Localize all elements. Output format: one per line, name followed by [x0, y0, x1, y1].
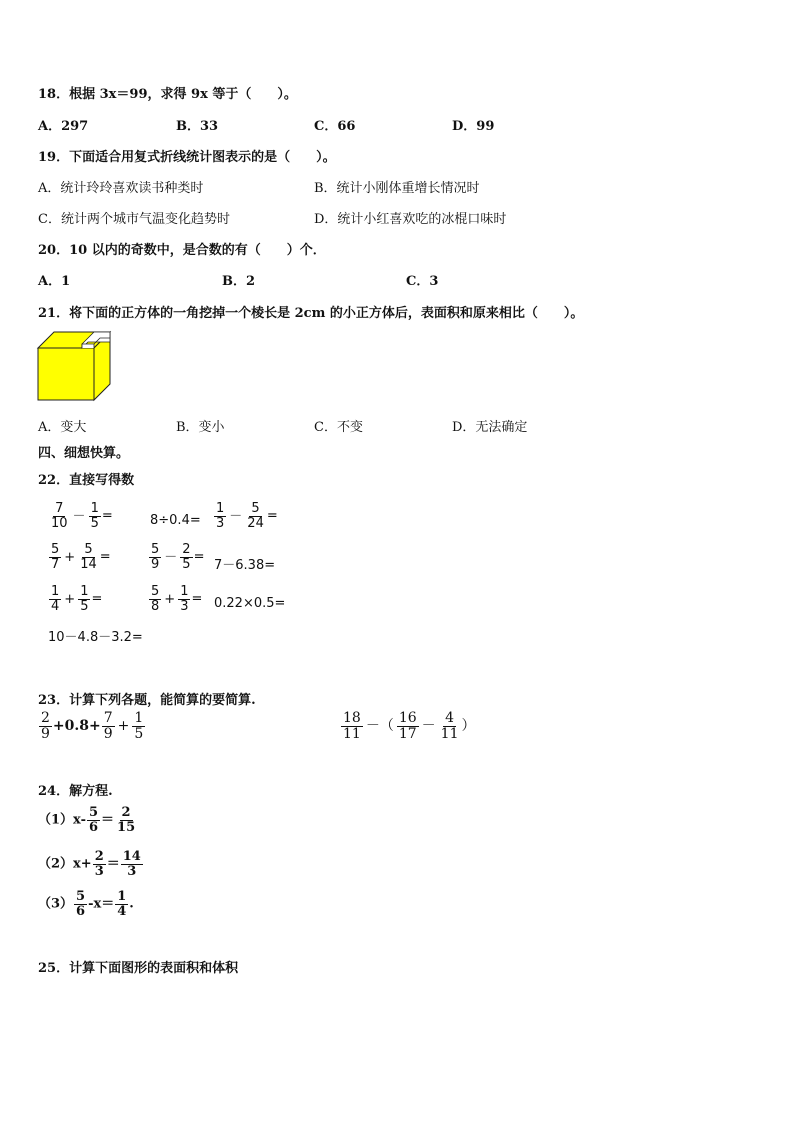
question-23: 23．计算下列各题，能简算的要简算. — [38, 693, 256, 708]
cube-figure — [36, 330, 112, 402]
calc-item-g: $\frac{1}{4}$ + $\frac{1}{5}$ = — [51, 584, 103, 614]
q21-option-c: C．不变 — [314, 420, 363, 435]
q23-expression-2: $\frac{18}{11}$ －（ $\frac{16}{17}$ － $\frac{4}{11}$ ） — [343, 710, 476, 742]
q19-option-b: B．统计小刚体重增长情况时 — [314, 181, 480, 196]
question-19: 19．下面适合用复式折线统计图表示的是（ ）。 — [38, 150, 336, 165]
calc-item-d: $\frac{5}{7}$ + $\frac{5}{14}$ = — [51, 542, 111, 572]
fraction: $\frac{1}{3}$ — [180, 584, 189, 614]
fraction: $\frac{1}{4}$ — [51, 584, 60, 614]
q19-option-a: A．统计玲玲喜欢读书种类时 — [38, 181, 204, 196]
calc-item-c: $\frac{1}{3}$ － $\frac{5}{24}$ = — [216, 501, 278, 531]
fraction: $\frac{5}{6}$ — [88, 805, 99, 835]
calc-item-a: $\frac{7}{10}$ － $\frac{1}{5}$ = — [51, 501, 113, 531]
q18-option-c: C．66 — [314, 119, 356, 134]
cube-front-face — [38, 348, 94, 400]
fraction: $\frac{14}{3}$ — [122, 849, 141, 879]
q18-option-a: A．297 — [38, 119, 89, 134]
fraction: $\frac{5}{9}$ — [151, 542, 160, 572]
q20-option-c: C．3 — [406, 274, 439, 289]
calc-item-h: $\frac{5}{8}$ + $\frac{1}{3}$ = — [151, 584, 203, 614]
q20-option-a: A．1 — [38, 274, 71, 289]
fraction: $\frac{2}{15}$ — [117, 805, 136, 835]
equation-3: （3） $\frac{5}{6}$ -x＝ $\frac{1}{4}$ . — [38, 889, 134, 919]
fraction: $\frac{1}{4}$ — [117, 889, 127, 919]
question-21: 21．将下面的正方体的一角挖掉一个棱长是 2cm 的小正方体后，表面积和原来相比（ ）。 — [38, 306, 584, 321]
fraction: $\frac{5}{8}$ — [151, 584, 160, 614]
q18-option-d: D．99 — [452, 119, 495, 134]
calc-item-f: 7－6.38= — [214, 558, 276, 573]
q19-option-d: D．统计小红喜欢吃的冰棍口味时 — [314, 212, 507, 227]
question-25: 25．计算下面图形的表面积和体积 — [38, 961, 239, 976]
fraction: $\frac{2}{3}$ — [94, 849, 104, 879]
q20-option-b: B．2 — [222, 274, 256, 289]
equation-1: （1）x- $\frac{5}{6}$ ＝ $\frac{2}{15}$ — [38, 805, 136, 835]
fraction: $\frac{18}{11}$ — [343, 710, 361, 742]
fraction: $\frac{5}{24}$ — [247, 501, 264, 531]
calc-item-j: 10－4.8－3.2= — [48, 630, 143, 645]
question-20: 20．10 以内的奇数中，是合数的有（ ）个． — [38, 243, 326, 258]
fraction: $\frac{7}{9}$ — [103, 710, 113, 742]
fraction: $\frac{7}{10}$ — [51, 501, 68, 531]
calc-item-b: 8÷0.4= — [150, 513, 201, 528]
equation-2: （2）x+ $\frac{2}{3}$ ＝ $\frac{14}{3}$ — [38, 849, 141, 879]
fraction: $\frac{2}{9}$ — [41, 710, 50, 742]
q19-option-c: C．统计两个城市气温变化趋势时 — [38, 212, 230, 227]
question-24: 24．解方程. — [38, 784, 113, 799]
fraction: $\frac{1}{5}$ — [80, 584, 89, 614]
fraction: $\frac{16}{17}$ — [398, 710, 417, 742]
q21-option-d: D．无法确定 — [452, 420, 528, 435]
q21-option-b: B．变小 — [176, 420, 225, 435]
fraction: $\frac{1}{5}$ — [134, 710, 144, 742]
fraction: $\frac{2}{5}$ — [182, 542, 191, 572]
section-4-title: 四、细想快算。 — [38, 446, 130, 461]
fraction: $\frac{1}{3}$ — [216, 501, 225, 531]
q18-option-b: B．33 — [176, 119, 219, 134]
q23-expression-1: $\frac{2}{9}$ +0.8+ $\frac{7}{9}$ + $\frac{1}{5}$ — [41, 710, 144, 742]
fraction: $\frac{5}{6}$ — [76, 889, 86, 919]
calc-item-e: $\frac{5}{9}$ － $\frac{2}{5}$ = — [151, 542, 205, 572]
question-22: 22．直接写得数 — [38, 473, 135, 488]
fraction: $\frac{5}{14}$ — [80, 542, 97, 572]
q21-option-a: A．变大 — [38, 420, 87, 435]
question-18: 18．根据 3x＝99，求得 9x 等于（ ）。 — [38, 87, 297, 102]
calc-item-i: 0.22×0.5= — [214, 596, 286, 611]
fraction: $\frac{5}{7}$ — [51, 542, 60, 572]
fraction: $\frac{4}{11}$ — [440, 710, 459, 742]
fraction: $\frac{1}{5}$ — [90, 501, 99, 531]
